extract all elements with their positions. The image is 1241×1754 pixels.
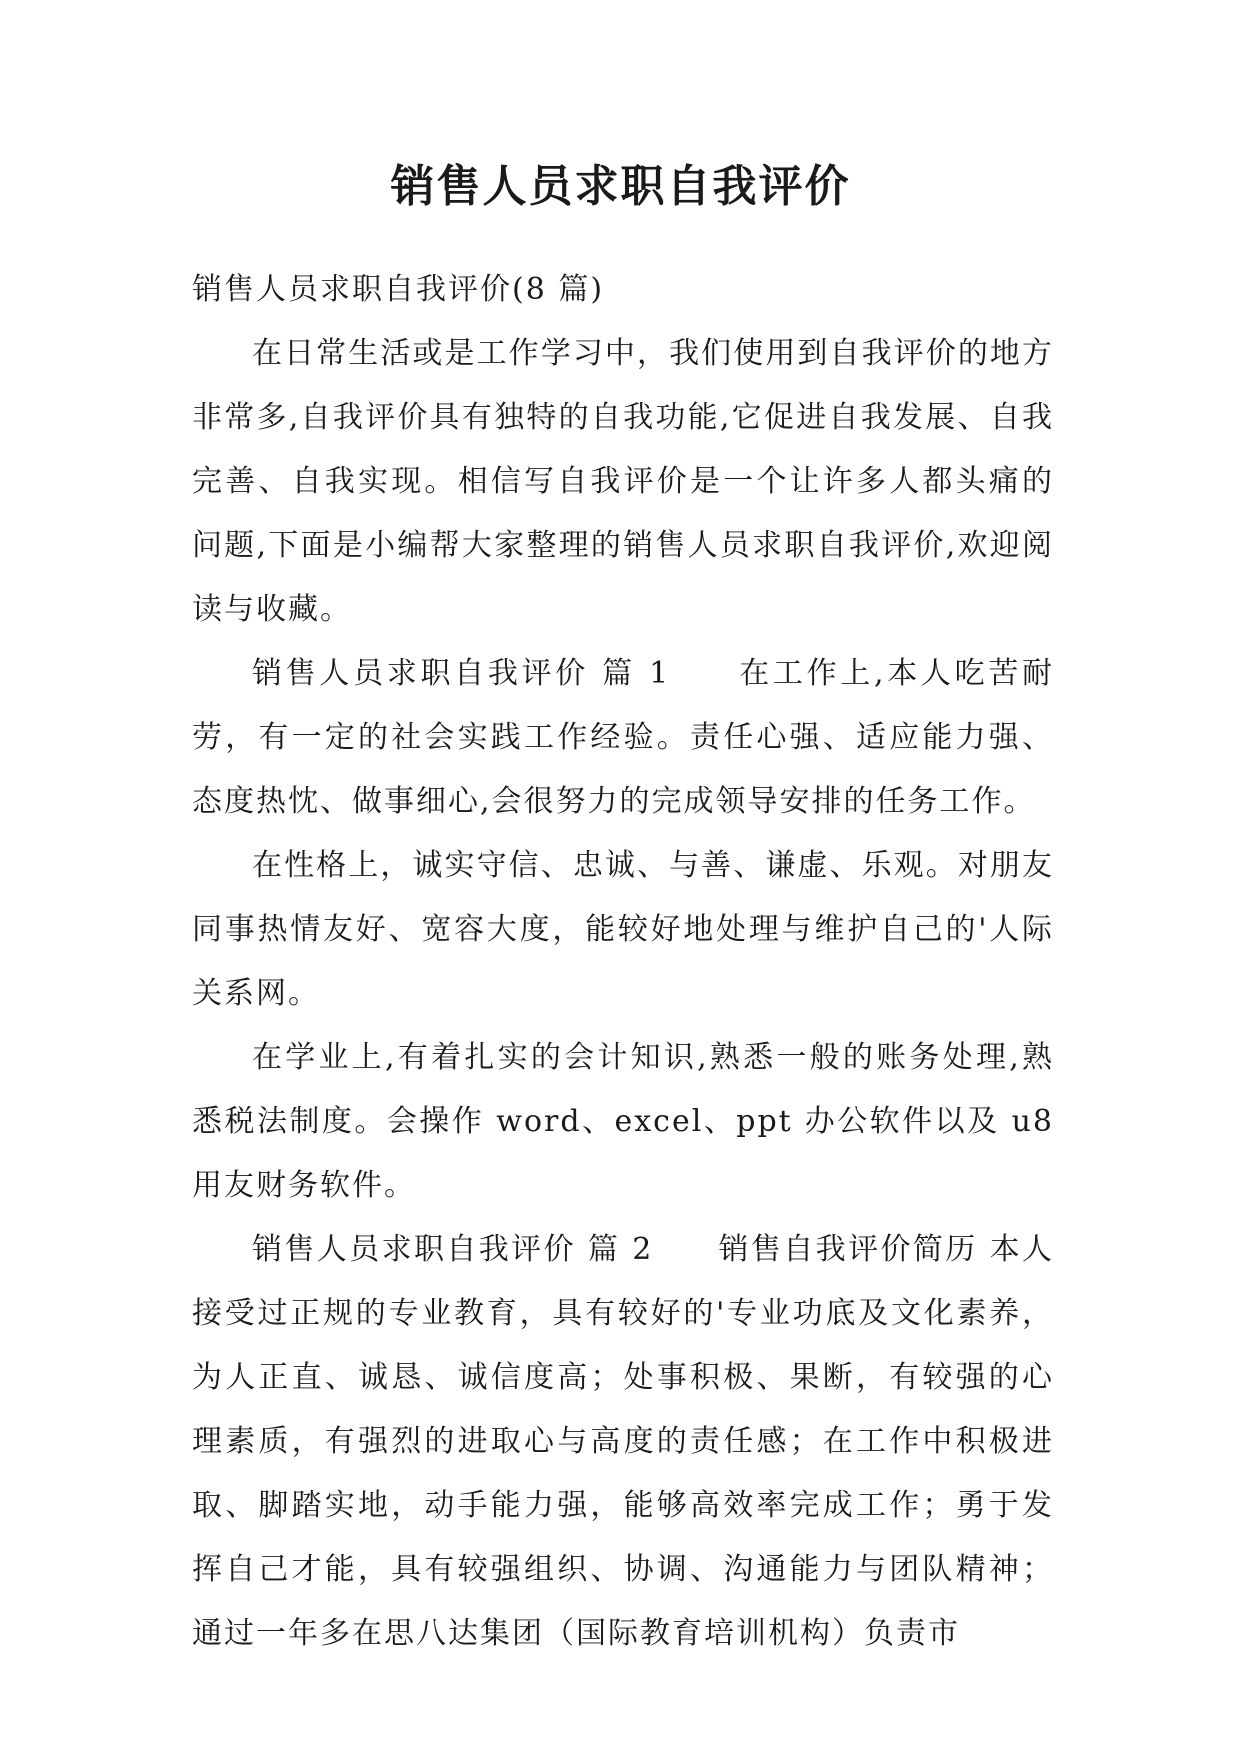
paragraph-section-1-personality: 在性格上，诚实守信、忠诚、与善、谦虚、乐观。对朋友同事热情友好、宽容大度，能较好地处理与维护自己的'人际关系网。	[192, 848, 1054, 1011]
paragraph-section-1-study: 在学业上,有着扎实的会计知识,熟悉一般的账务处理,熟悉税法制度。会操作 word、excel、ppt 办公软件以及 u8 用友财务软件。	[192, 1040, 1054, 1203]
paragraph-intro: 在日常生活或是工作学习中，我们使用到自我评价的地方非常多,自我评价具有独特的自我功能,它促进自我发展、自我完善、自我实现。相信写自我评价是一个让许多人都头痛的问题,下面是小编帮大家整理的销售人员求职自我评价,欢迎阅读与收藏。	[192, 336, 1054, 627]
paragraph-section-1-work: 销售人员求职自我评价 篇 1 在工作上,本人吃苦耐劳，有一定的社会实践工作经验。责任心强、适应能力强、态度热忱、做事细心,会很努力的完成领导安排的任务工作。	[192, 656, 1054, 819]
document-title: 销售人员求职自我评价	[390, 161, 851, 212]
paragraph-section-2: 销售人员求职自我评价 篇 2 销售自我评价简历 本人接受过正规的专业教育，具有较好的'专业功底及文化素养，为人正直、诚恳、诚信度高；处事积极、果断，有较强的心理素质，有强烈的进取心与高度的责任感；在工作中积极进取、脚踏实地，动手能力强，能够高效率完成工作；勇于发挥自己才能，具有较强组织、协调、沟通能力与团队精神；通过一年多在思八达集团（国际教育培训机构）负责市	[192, 1232, 1054, 1651]
document-subtitle: 销售人员求职自我评价(8 篇)	[192, 272, 605, 307]
document-body	[192, 258, 1054, 1666]
